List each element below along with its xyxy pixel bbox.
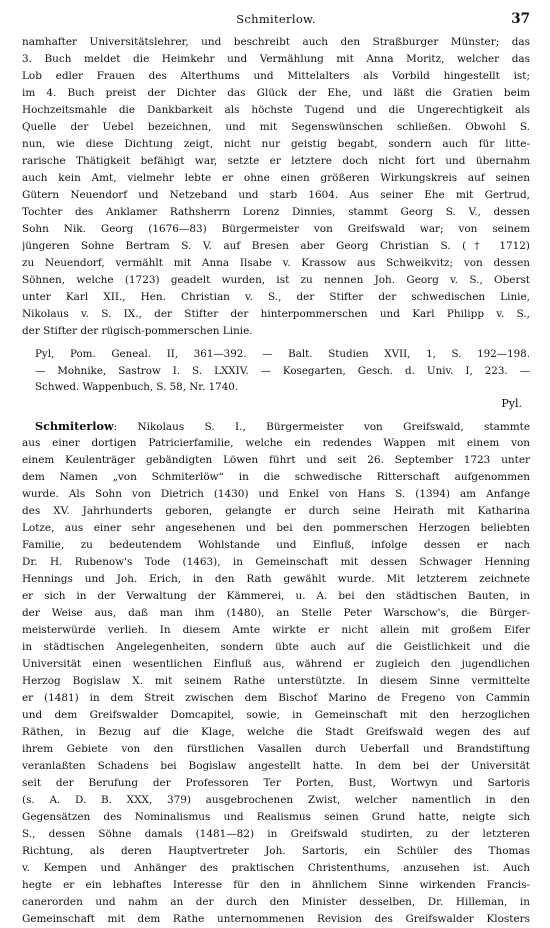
text-line: Tochter des Anklamer Rathsherrn Lorenz Dinnies, stammt Georg S. V., dessen	[22, 206, 530, 218]
text-line: S., dessen Söhne damals (1481—82) in Greifswald studirten, zu der letzteren	[22, 827, 530, 840]
text-line: hegte er ein lebhaftes Interesse für den in ähnlichem Sinne wirkenden Francis-	[22, 878, 530, 891]
entry2-first-line	[22, 418, 530, 435]
entry1-citations	[22, 346, 530, 396]
text-line: Hennings und Joh. Erich, in den Rath gewählt wurde. Mit letzterem zeichnete	[22, 572, 530, 585]
text-line: im 4. Buch preist der Dichter das Glück der Ehe, und läßt die Gratien beim	[22, 87, 530, 99]
page-header	[22, 12, 530, 34]
text-line: Universität einen wesentlichen Einfluß aus, während er zugleich den jugendlichen	[22, 657, 530, 670]
text-line: zu Neuendorf, vermählt mit Anna Ilsabe v. Krassow aus Schweikvitz; von dessen	[22, 257, 530, 269]
text-line: des XV. Jahrhunderts geboren, gelangte er durch seine Heirath mit Katharina	[22, 504, 530, 517]
text-line: Gegensätzen des Nominalismus und Realismus seinen Grund hatte, neigte sich	[22, 810, 530, 823]
text-line: Nikolaus v. S. IX., der Stifter der hinterpommerschen und Karl Philipp v. S.,	[22, 308, 530, 320]
text-line: in städtischen Angelegenheiten, sondern übte auch auf die Geistlichkeit und die	[22, 640, 530, 653]
text-line: der Stifter der rügisch-pommerschen Linie.	[22, 325, 253, 337]
entry1-text	[22, 34, 530, 340]
text-line: Räthen, in Bezug auf die Klage, welche die Stadt Greifswald wegen des auf	[22, 725, 530, 738]
text-line: einem Keulenträger gebändigten Löwen führt und seit 26. September 1723 unter	[22, 453, 530, 466]
text-line: Gütern Neuendorf und Netzeband und starb 1604. Aus seiner Ehe mit Gertrud,	[22, 189, 530, 201]
text-line: aus einer dortigen Patricierfamilie, welche ein redendes Wappen mit einem von	[22, 436, 530, 449]
text-line: Söhnen, welche (1723) geadelt wurden, ist zu nennen Joh. Georg v. S., Oberst	[22, 274, 530, 286]
text-line: Familie, zu bedeutendem Wohlstande und Einfluß, infolge dessen er nach	[22, 538, 530, 551]
entry2-first-line-text: : Nikolaus S. I., Bürgermeister von Greifswald, stammte	[113, 420, 530, 433]
entry1-signature: Pyl.	[501, 396, 522, 410]
text-line: v. Kempen und Anhänger des praktischen Christenthums, anzusehen ist. Auch	[22, 861, 530, 874]
text-line: — Mohnike, Sastrow I. S. LXXIV. — Kosegarten, Gesch. d. Univ. I, 223. —	[35, 364, 530, 377]
text-line: der Weise aus, daß man ihm (1480), an Stelle Peter Warschow's, die Bürger-	[22, 606, 530, 619]
text-line: er (1481) in dem Streit zwischen dem Bischof Marino de Fregeno von Cammin	[22, 691, 530, 704]
text-line: Richtung, als deren Hauptvertreter Joh. Sartoris, ein Schüler des Thomas	[22, 844, 530, 857]
text-line: auch kein Amt, vielmehr lebte er ohne einen größeren Wirkungskreis auf seinen	[22, 172, 530, 184]
text-line: jüngeren Sohne Bertram S. V. auf Bresen aber Georg Christian S. († 1712)	[22, 240, 530, 252]
text-line: Gemeinschaft mit dem Rathe unternommenen Revision des Greifswalder Klosters	[22, 912, 530, 925]
text-line: Lotze, aus einer sehr angesehenen und bei den pommerschen Herzogen beliebten	[22, 521, 530, 534]
text-line: Hochzeitsmahle die Dankbarkeit als höchste Tugend und die Ungerechtigkeit als	[22, 104, 530, 116]
text-line: Lob edler Frauen des Alterthums und Mittelalters als Vorbild hingestellt ist;	[22, 70, 530, 82]
text-line: Sohn Nik. Georg (1676—83) Bürgermeister von Greifswald war; von seinem	[22, 223, 530, 235]
text-line: canerorden und nahm an der durch den Minister desselben, Dr. Hilleman, in	[22, 895, 530, 908]
text-line: 3. Buch meldet die Heimkehr und Vermählung mit Anna Moritz, welcher das	[22, 53, 530, 65]
text-line: seit der Berufung der Professoren Ter Porten, Bust, Wortwyn und Sartoris	[22, 776, 530, 789]
text-line: Dr. H. Rubenow's Tode (1463), in Gemeinschaft mit dessen Schwager Henning	[22, 555, 530, 568]
entry2-headword: Schmiterlow	[35, 418, 114, 433]
text-line: Pyl, Pom. Geneal. II, 361—392. — Balt. Studien XVII, 1, S. 192—198.	[35, 348, 530, 360]
text-line: Quelle der Uebel bezeichnen, und mit Segenswünschen schließen. Obwohl S.	[22, 121, 530, 133]
text-line: namhafter Universitätslehrer, und beschreibt auch den Straßburger Münster; das	[22, 36, 530, 48]
page-number: 37	[511, 11, 530, 27]
text-line: nun, wie diese Dichtung zeigt, nicht nur geistig begabt, sondern auch für litte-	[22, 138, 530, 150]
text-line: Schwed. Wappenbuch, S. 58, Nr. 1740.	[35, 381, 239, 393]
text-line: veranlaßten Schadens bei Bogislaw angestellt hatte. In dem bei der Universität	[22, 759, 530, 772]
text-line: dem Namen „von Schmiterlöw“ in die schwedische Ritterschaft aufgenommen	[22, 470, 530, 483]
text-line: er sich in der Verwaltung der Kämmerei, u. A. bei den städtischen Bauten, in	[22, 589, 530, 602]
entry2-text	[22, 435, 530, 928]
text-line: unter Karl XII., Hen. Christian v. S., der Stifter der schwedischen Linie,	[22, 291, 530, 303]
text-line: wurde. Als Sohn von Dietrich (1430) und Enkel von Hans S. (1394) am Anfange	[22, 487, 530, 500]
text-line: (s. A. D. B. XXX, 379) ausgebrochenen Zwist, welcher namentlich in den	[22, 793, 530, 806]
text-line: und dem Greifswalder Domcapitel, sowie, in Gemeinschaft mit den herzoglichen	[22, 708, 530, 721]
text-line: meisterwürde verlieh. In diesem Amte wirkte er nicht allein mit großem Eifer	[22, 623, 530, 636]
running-head: Schmiterlow.	[236, 12, 316, 26]
text-line: Herzog Bogislaw X. mit seinem Rathe unterstützte. In diesem Sinne vermittelte	[22, 674, 530, 687]
text-line: ihrem Gebiete von den fürstlichen Vasallen durch Ueberfall und Brandstiftung	[22, 742, 530, 755]
text-line: rarische Thätigkeit befähigt war, setzte er letztere doch nicht fort und übernahm	[22, 155, 530, 167]
